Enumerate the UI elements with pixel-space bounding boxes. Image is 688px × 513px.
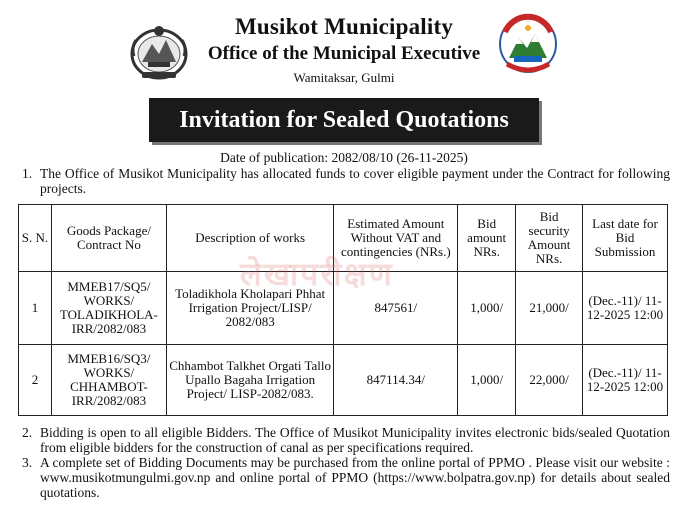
table-header-row <box>19 205 668 272</box>
cell-description: Toladikhola Kholapari Phhat Irrigation Project/LISP/ 2082/083 <box>166 272 334 345</box>
cell-package: MMEB16/SQ3/ WORKS/ CHHAMBOT-IRR/2082/083 <box>51 345 166 416</box>
quotation-table <box>18 204 668 416</box>
cell-sn: 1 <box>19 272 52 345</box>
publication-date: Date of publication: 2082/08/10 (26-11-2025) <box>220 150 468 165</box>
watermark: लेखापरीक्षण <box>240 255 394 293</box>
cell-bid-amount: 1,000/ <box>458 272 516 345</box>
cell-package: MMEB17/SQ5/ WORKS/ TOLADIKHOLA-IRR/2082/083 <box>51 272 166 345</box>
cell-estimate: 847561/ <box>334 272 458 345</box>
cell-estimate: 847114.34/ <box>334 345 458 416</box>
note-text: Bidding is open to all eligible Bidders. The Office of Musikot Municipality invites electronic bids/sealed Quotation from eligible bidders for the construction of canal as per specifications required. <box>40 425 670 455</box>
note-number: 2. <box>22 425 33 440</box>
header-bid-security: Bid security Amount NRs. <box>516 205 583 272</box>
note-number: 1. <box>22 166 33 181</box>
note-text: The Office of Musikot Municipality has allocated funds to cover eligible payment under the Contract for following projects. <box>40 166 670 196</box>
note-text: A complete set of Bidding Documents may be purchased from the online portal of PPMO . Please visit our website : www.musikotmungulmi.gov.np and online portal of PPMO (https://www.bolpatra.gov.np) for details about sealed quotations. <box>40 455 670 500</box>
cell-bid-security: 21,000/ <box>516 272 583 345</box>
header-description: Description of works <box>166 205 334 272</box>
header-last-date: Last date for Bid Submission <box>583 205 668 272</box>
municipality-title: Musikot Municipality <box>234 14 454 39</box>
cell-last-date: (Dec.-11)/ 11-12-2025 12:00 <box>583 272 668 345</box>
cell-bid-amount: 1,000/ <box>458 345 516 416</box>
table-row <box>19 272 668 345</box>
notice-banner-text: Invitation for Sealed Quotations <box>179 106 509 133</box>
header-package: Goods Package/ Contract No <box>51 205 166 272</box>
office-address: Wamitaksar, Gulmi <box>293 70 395 85</box>
header-bid-amount: Bid amount NRs. <box>458 205 516 272</box>
header-sn: S. N. <box>19 205 52 272</box>
cell-description: Chhambot Talkhet Orgati Tallo Upallo Bagaha Irrigation Project/ LISP-2082/083. <box>166 345 334 416</box>
office-subtitle: Office of the Municipal Executive <box>207 43 481 64</box>
cell-bid-security: 22,000/ <box>516 345 583 416</box>
cell-sn: 2 <box>19 345 52 416</box>
note-number: 3. <box>22 455 33 470</box>
notice-banner <box>149 98 539 142</box>
table-row <box>19 345 668 416</box>
cell-last-date: (Dec.-11)/ 11-12-2025 12:00 <box>583 345 668 416</box>
header-estimate: Estimated Amount Without VAT and contingencies (NRs.) <box>334 205 458 272</box>
